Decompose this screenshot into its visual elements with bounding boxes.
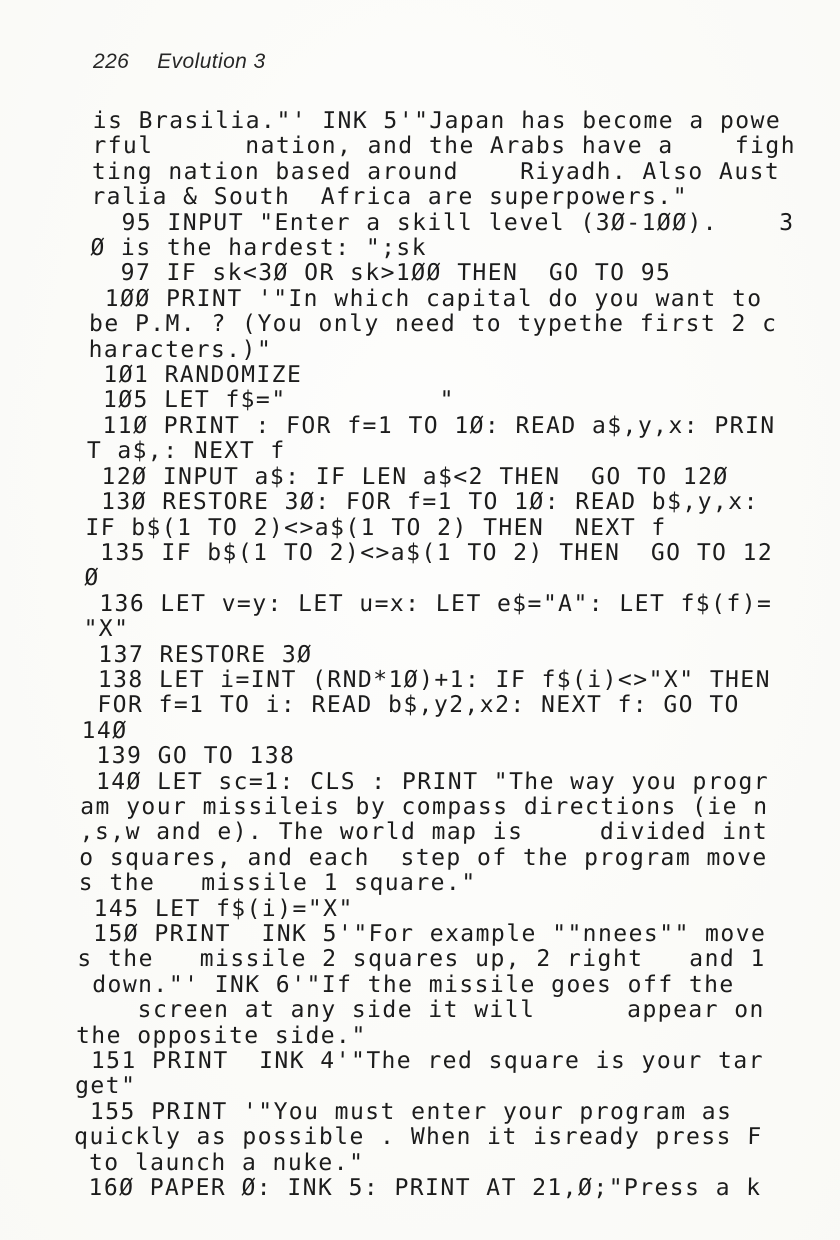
page-number: 226 xyxy=(93,50,130,73)
book-title: Evolution 3 xyxy=(157,50,266,73)
page-header xyxy=(93,50,266,74)
basic-program-listing: is Brasilia."' INK 5'"Japan has become a powe rful nation, and the Arabs have a figh ting nation based around Riyadh. Also Aust ralia & South Africa are superpowers." 95 INPUT "Enter a skill level (3Ø-1ØØ). 3 Ø is the hardest: ";sk 97 IF sk<3Ø OR sk>1ØØ THEN GO TO 95 1ØØ PRINT '"In which capital do you want to be P.M. ? (You only need to typethe first 2 c haracters.)" 1Ø1 RANDOMIZE 1Ø5 LET f$=" " 11Ø PRINT : FOR f=1 TO 1Ø: READ a$,y,x: PRIN T a$,: NEXT f 12Ø INPUT a$: IF LEN a$<2 THEN GO TO 12Ø 13Ø RESTORE 3Ø: FOR f=1 TO 1Ø: READ b$,y,x: IF b$(1 TO 2)<>a$(1 TO 2) THEN NEXT f 135 IF b$(1 TO 2)<>a$(1 TO 2) THEN GO TO 12 Ø 136 LET v=y: LET u=x: LET e$="A": LET f$(f)= "X" 137 RESTORE 3Ø 138 LET i=INT (RND*1Ø)+1: IF f$(i)<>"X" THEN FOR f=1 TO i: READ b$,y2,x2: NEXT f: GO TO 14Ø 139 GO TO 138 14Ø LET sc=1: CLS : PRINT "The way you progr am your missileis by compass directions (ie n ,s,w and e). The world map is divided int o squares, and each step of the program move s the missile 1 square." 145 LET f$(i)="X" 15Ø PRINT INK 5'"For example ""nnees"" move s the missile 2 squares up, 2 right and 1 down."' INK 6'"If the missile goes off the screen at any side it will appear on the opposite side." 151 PRINT INK 4'"The red square is your tar get" 155 PRINT '"You must enter your program as quickly as possible . When it isready press F to launch a nuke." 16Ø PAPER Ø: INK 5: PRINT AT 21,Ø;"Press a k xyxy=(72,108,797,1202)
